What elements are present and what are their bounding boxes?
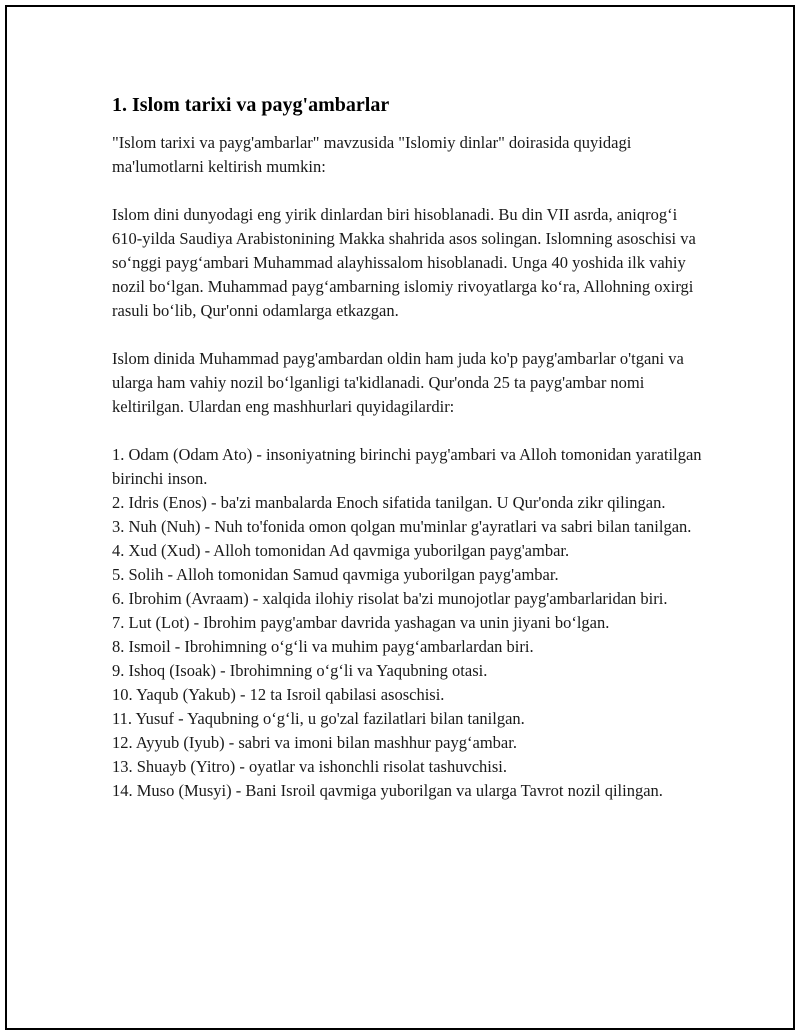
prophet-item-odam: 1. Odam (Odam Ato) - insoniyatning birinchi payg'ambari va Alloh tomonidan yaratilgan birinchi inson. bbox=[112, 445, 702, 488]
prophet-item-xud: 4. Xud (Xud) - Alloh tomonidan Ad qavmiga yuborilgan payg'ambar. bbox=[112, 541, 570, 560]
prophet-item-solih: 5. Solih - Alloh tomonidan Samud qavmiga yuborilgan payg'ambar. bbox=[112, 565, 559, 584]
document-title: 1. Islom tarixi va payg'ambarlar bbox=[112, 94, 390, 116]
prophet-item-lut: 7. Lut (Lot) - Ibrohim payg'ambar davrida yashagan va unin jiyani bo‘lgan. bbox=[112, 613, 610, 632]
prophet-item-muso: 14. Muso (Musyi) - Bani Isroil qavmiga yuborilgan va ularga Tavrot nozil qilingan. bbox=[112, 781, 663, 800]
prophet-item-nuh: 3. Nuh (Nuh) - Nuh to'fonida omon qolgan mu'minlar g'ayratlari va sabri bilan tanilgan. bbox=[112, 517, 692, 536]
prophet-item-shuayb: 13. Shuayb (Yitro) - oyatlar va ishonchli risolat tashuvchisi. bbox=[112, 757, 508, 776]
document-body bbox=[112, 91, 702, 803]
prophets-intro-paragraph: Islom dinida Muhammad payg'ambardan oldin ham juda ko'p payg'ambarlar o'tgani va ularga ham vahiy nozil bo‘lganligi ta'kidlanadi. Qur'onda 25 ta payg'ambar nomi keltirilgan. Ulardan eng mashhurlari quyidagilardir: bbox=[112, 349, 684, 416]
intro-paragraph: "Islom tarixi va payg'ambarlar" mavzusida "Islomiy dinlar" doirasida quyidagi ma'lumotlarni keltirish mumkin: bbox=[112, 133, 632, 176]
prophet-item-yusuf: 11. Yusuf - Yaqubning o‘g‘li, u go'zal fazilatlari bilan tanilgan. bbox=[112, 709, 525, 728]
prophet-item-ismoil: 8. Ismoil - Ibrohimning o‘g‘li va muhim payg‘ambarlardan biri. bbox=[112, 637, 534, 656]
prophet-list bbox=[112, 443, 702, 803]
history-paragraph: Islom dini dunyodagi eng yirik dinlardan biri hisoblanadi. Bu din VII asrda, aniqrog‘i 610-yilda Saudiya Arabistonining Makka shahrida asos solingan. Islomning asoschisi va so‘nggi payg‘ambari Muhammad alayhissalom hisoblanadi. Unga 40 yoshida ilk vahiy nozil bo‘lgan. Muhammad payg‘ambarning islomiy rivoyatlarga ko‘ra, Allohning oxirgi rasuli bo‘lib, Qur'onni odamlarga etkazgan. bbox=[112, 205, 696, 320]
prophet-item-ishoq: 9. Ishoq (Isoak) - Ibrohimning o‘g‘li va Yaqubning otasi. bbox=[112, 661, 488, 680]
prophet-item-yaqub: 10. Yaqub (Yakub) - 12 ta Isroil qabilasi asoschisi. bbox=[112, 685, 445, 704]
prophet-item-idris: 2. Idris (Enos) - ba'zi manbalarda Enoch sifatida tanilgan. U Qur'onda zikr qilingan. bbox=[112, 493, 666, 512]
prophet-item-ibrohim: 6. Ibrohim (Avraam) - xalqida ilohiy risolat ba'zi munojotlar payg'ambarlaridan biri. bbox=[112, 589, 668, 608]
prophet-item-ayyub: 12. Ayyub (Iyub) - sabri va imoni bilan mashhur payg‘ambar. bbox=[112, 733, 517, 752]
